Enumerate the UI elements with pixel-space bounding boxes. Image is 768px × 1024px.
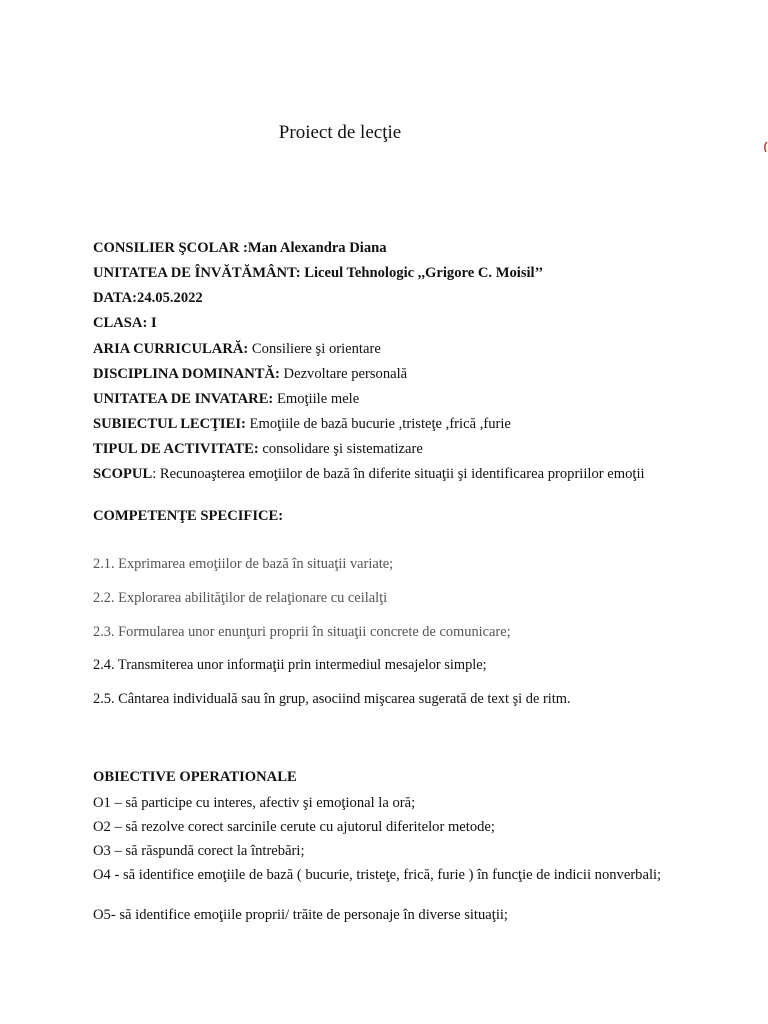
competenta-item: 2.2. Explorarea abilităţilor de relaţionare cu ceilalţi [93, 590, 388, 606]
obiectiv-item: O2 – să rezolve corect sarcinile cerute cu ajutorul diferitelor metode; [93, 819, 495, 835]
competenta-item: 2.1. Exprimarea emoţiilor de bază în situaţii variate; [93, 556, 394, 572]
field-subiectul [93, 416, 511, 433]
field-value: I [150, 315, 157, 331]
field-label: DATA: [93, 290, 138, 306]
document-title: Proiect de lecţie [278, 122, 402, 143]
field-disciplina [93, 366, 407, 383]
field-value: Emoţiile de bază bucurie ,tristeţe ,frică ,furie [249, 416, 511, 432]
field-unitatea-invatare [93, 391, 359, 408]
field-value: Emoţiile mele [276, 391, 360, 407]
obiectiv-item: O3 – să răspundă corect la întrebări; [93, 843, 305, 859]
field-value: Man Alexandra Diana [247, 240, 387, 256]
obiectiv-item: O5- să identifice emoţiile proprii/ trăite de personaje în diverse situaţii; [93, 907, 508, 923]
field-value: Liceul Tehnologic ,,Grigore C. Moisil’’ [304, 265, 544, 281]
field-label: SCOPUL [93, 466, 153, 482]
field-label: CLASA: [93, 315, 151, 331]
field-label: DISCIPLINA DOMINANTĂ: [93, 366, 284, 382]
field-data [93, 290, 203, 307]
field-tipul [93, 441, 423, 458]
field-label: UNITATEA DE ÎNVĂTĂMÂNT: [93, 265, 305, 281]
field-label: SUBIECTUL LECŢIEI: [93, 416, 250, 432]
field-label: ARIA CURRICULARĂ: [93, 341, 252, 357]
competenta-item: 2.5. Cântarea individuală sau în grup, asociind mişcarea sugerată de text şi de ritm. [93, 691, 571, 707]
red-margin-mark [760, 140, 768, 154]
field-value: 24.05.2022 [137, 290, 203, 306]
field-unitatea [93, 265, 543, 282]
competenta-item: 2.4. Transmiterea unor informaţii prin intermediul mesajelor simple; [93, 657, 487, 673]
competente-heading: COMPETENŢE SPECIFICE: [93, 508, 284, 524]
field-scopul [93, 466, 645, 483]
field-value: Consiliere şi orientare [251, 341, 381, 357]
field-aria [93, 341, 381, 358]
field-label: TIPUL DE ACTIVITATE: [93, 441, 263, 457]
obiectiv-item: O4 - să identifice emoţiile de bază ( bucurie, tristeţe, frică, furie ) în funcţie de indicii nonverbali; [93, 867, 662, 883]
field-label: CONSILIER ŞCOLAR : [93, 240, 248, 256]
obiective-heading: OBIECTIVE OPERATIONALE [93, 769, 297, 785]
obiectiv-item: O1 – să participe cu interes, afectiv şi emoţional la oră; [93, 795, 416, 811]
field-value: consolidare şi sistematizare [262, 441, 423, 457]
field-value: Dezvoltare personală [283, 366, 408, 382]
competenta-item: 2.3. Formularea unor enunţuri proprii în situaţii concrete de comunicare; [93, 624, 511, 640]
field-value: : Recunoaşterea emoţiilor de bază în diferite situaţii şi identificarea propriilor emoţii [152, 466, 645, 482]
field-clasa [93, 315, 157, 332]
field-consilier [93, 240, 387, 257]
field-label: UNITATEA DE INVATARE: [93, 391, 277, 407]
